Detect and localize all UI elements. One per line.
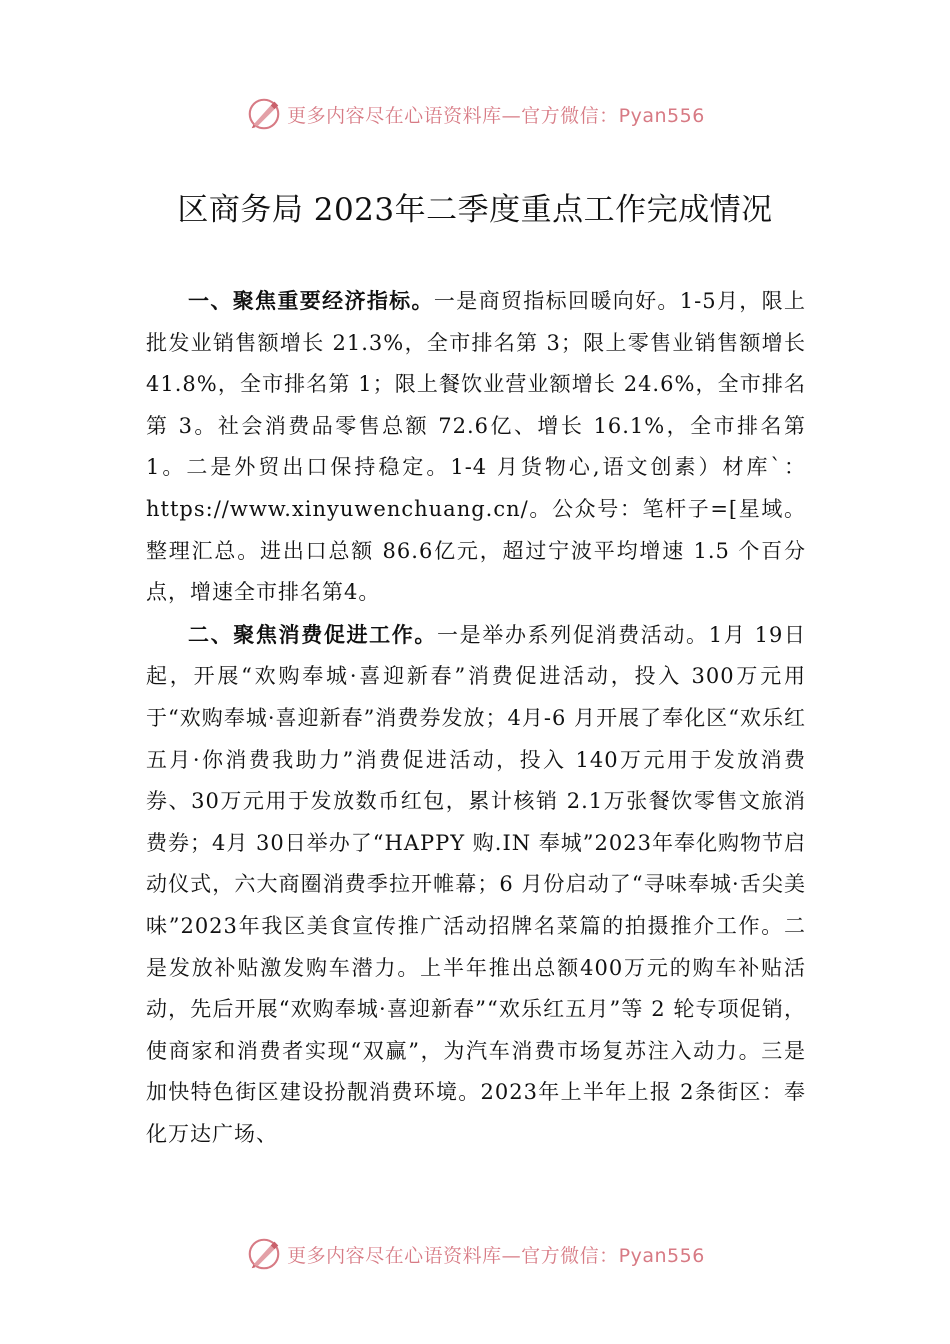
- watermark-footer: [0, 1232, 950, 1276]
- paragraph-economic-indicators: [146, 280, 806, 614]
- paragraph-consumption-promotion: [146, 614, 806, 1156]
- watermark-text: 更多内容尽在心语资料库—官方微信：Pyan556: [287, 1244, 705, 1267]
- paragraph-text: 一是举办系列促消费活动。1月 19日起，开展“欢购奉城·喜迎新春”消费促进活动，投入 300万元用于“欢购奉城·喜迎新春”消费券发放；4月-6 月开展了奉化区“欢乐红五月·你消费我助力”消费促进活动，投入 140万元用于发放消费券、30万元用于发放数币红包，累计核销 2.1万张餐饮零售文旅消费券；4月 30日举办了“HAPPY 购.IN 奉城”2023年奉化购物节启动仪式，六大商圈消费季拉开帷幕；6 月份启动了“寻味奉城·舌尖美味”2023年我区美食宣传推广活动招牌名菜篇的拍摄推介工作。二是发放补贴激发购车潜力。上半年推出总额400万元的购车补贴活动，先后开展“欢购奉城·喜迎新春”“欢乐红五月”等 2 轮专项促销，使商家和消费者实现“双赢”，为汽车消费市场复苏注入动力。三是加快特色街区建设扮靓消费环境。2023年上半年上报 2条街区：奉化万达广场、: [146, 622, 807, 1146]
- paragraph-heading: 一、聚焦重要经济指标。: [188, 288, 434, 313]
- paragraph-text: 一是商贸指标回暖向好。1-5月，限上批发业销售额增长 21.3%，全市排名第 3；限上零售业销售额增长 41.8%，全市排名第 1；限上餐饮业营业额增长 24.6%，全市排名第 3。社会消费品零售总额 72.6亿、增长 16.1%，全市排名第 1。二是外贸出口保持稳定。1-4 月货物心,语文创素）材库`：https://www.xinyuwenchuang.cn/。公众号：笔杆子=[星域。整理汇总。进出口总额 86.6亿元，超过宁波平均增速 1.5 个百分点，增速全市排名第4。: [146, 289, 806, 605]
- paragraph-heading: 二、聚焦消费促进工作。: [188, 621, 438, 647]
- document-title: 区商务局 2023年二季度重点工作完成情况: [177, 192, 773, 228]
- pen-logo-icon: [245, 95, 283, 133]
- pen-logo-icon: [245, 1235, 283, 1273]
- watermark-text: 更多内容尽在心语资料库—官方微信：Pyan556: [287, 104, 705, 127]
- document-body: [146, 280, 806, 1155]
- watermark-header: [0, 92, 950, 136]
